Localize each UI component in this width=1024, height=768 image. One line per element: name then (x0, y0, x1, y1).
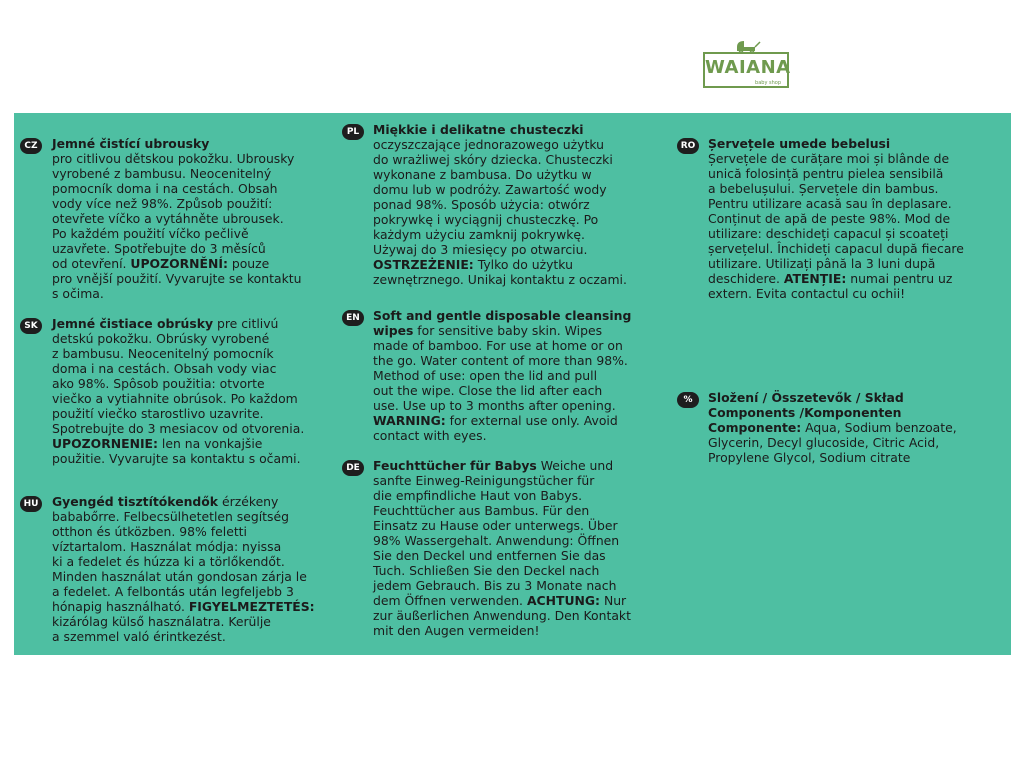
waiana-logo (703, 40, 791, 92)
block-text-pl (373, 122, 627, 287)
text-line (373, 413, 631, 428)
text-line (52, 241, 301, 256)
text-line (52, 554, 315, 569)
text-line (708, 450, 957, 465)
text-run: contact with eyes. (373, 428, 487, 443)
text-line (52, 151, 301, 166)
text-run: jedem Gebrauch. Bis zu 3 Monate nach (373, 578, 617, 593)
text-line (708, 405, 957, 420)
text-line (52, 211, 301, 226)
text-run: Tylko do użytku (473, 257, 573, 272)
text-line (373, 518, 631, 533)
language-badge-cz: CZ (20, 138, 42, 154)
bold-text-run: Components /Komponenten (708, 405, 902, 420)
text-run: șervețelul. Închideți capacul după fiecare (708, 241, 964, 256)
text-line (52, 451, 304, 466)
text-line (373, 383, 631, 398)
text-run: ponad 98%. Sposób użycia: otwórz (373, 197, 590, 212)
text-line (708, 420, 957, 435)
text-run: numai pentru uz (846, 271, 953, 286)
text-line (52, 599, 315, 614)
text-line (52, 629, 315, 644)
text-line (52, 391, 304, 406)
text-line (373, 593, 631, 608)
text-line (708, 181, 964, 196)
bold-text-run: wipes (373, 323, 414, 338)
text-run: Używaj do 3 miesięcy po otwarciu. (373, 242, 588, 257)
text-run: bababőrre. Felbecsülhetetlen segítség (52, 509, 289, 524)
language-badge-de: DE (342, 460, 364, 476)
text-line (708, 166, 964, 181)
text-run: otthon és útközben. 98% feletti (52, 524, 247, 539)
text-run: pre citlivú (213, 316, 279, 331)
text-line (373, 578, 631, 593)
text-line (373, 152, 627, 167)
text-run: Spotrebujte do 3 mesiacov od otvorenia. (52, 421, 305, 436)
text-run: utilizare. Utilizați până la 3 luni după (708, 256, 936, 271)
text-line (52, 539, 315, 554)
text-line (708, 390, 957, 405)
text-line (708, 241, 964, 256)
text-run: použitie. Vyvarujte sa kontaktu s očami. (52, 451, 301, 466)
bold-text-run: Jemné čistiace obrúsky (52, 316, 214, 331)
bold-text-run: Componente: (708, 420, 802, 435)
text-line (373, 503, 631, 518)
text-line (52, 436, 304, 451)
text-line (373, 272, 627, 287)
block-text-composition (708, 390, 957, 465)
text-run: pokrywkę i wyciągnij chusteczkę. Po (373, 212, 599, 227)
text-run: extern. Evita contactul cu ochii! (708, 286, 906, 301)
text-run: s očima. (52, 286, 104, 301)
text-run: pro citlivou dětskou pokožku. Ubrousky (52, 151, 295, 166)
text-run: a fedelet. A felbontás után legfeljebb 3 (52, 584, 294, 599)
block-text-sk (52, 316, 304, 466)
language-badge-ro: RO (677, 138, 699, 154)
text-line (373, 212, 627, 227)
text-run: utilizare: deschideți capacul și scoateți (708, 226, 949, 241)
text-line (52, 584, 315, 599)
text-run: víztartalom. Használat módja: nyissa (52, 539, 282, 554)
text-run: ki a fedelet és húzza ki a törlőkendőt. (52, 554, 285, 569)
text-run: use. Use up to 3 months after opening. (373, 398, 616, 413)
bold-text-run: Miękkie i delikatne chusteczki (373, 122, 584, 137)
text-run: pro vnější použití. Vyvarujte se kontaktu (52, 271, 302, 286)
text-line (373, 353, 631, 368)
text-run: hónapig használható. (52, 599, 189, 614)
text-line (373, 242, 627, 257)
text-run: Minden használat után gondosan zárja le (52, 569, 307, 584)
text-run: érzékeny (218, 494, 279, 509)
text-run: a szemmel való érintkezést. (52, 629, 226, 644)
text-run: Aqua, Sodium benzoate, (801, 420, 957, 435)
text-line (373, 548, 631, 563)
bold-text-run: OSTRZEŻENIE: (373, 257, 474, 272)
text-run: Propylene Glycol, Sodium citrate (708, 450, 911, 465)
text-line (52, 226, 301, 241)
block-text-cz (52, 136, 301, 301)
text-run: made of bamboo. For use at home or on (373, 338, 623, 353)
text-run: deschidere. (708, 271, 784, 286)
bold-text-run: ATENȚIE: (783, 271, 847, 286)
block-text-ro (708, 136, 964, 301)
text-run: Tuch. Schließen Sie den Deckel nach (373, 563, 600, 578)
text-run: vody více než 98%. Způsob použití: (52, 196, 273, 211)
text-run: zewnętrznego. Unikaj kontaktu z oczami. (373, 272, 627, 287)
block-hu (20, 494, 315, 644)
text-run: unică folosință pentru pielea sensibilă (708, 166, 944, 181)
info-panel (14, 113, 1011, 655)
text-line (373, 338, 631, 353)
block-sk (20, 316, 304, 466)
text-run: len na vonkajšie (157, 436, 263, 451)
text-run: Glycerin, Decyl glucoside, Citric Acid, (708, 435, 940, 450)
text-line (708, 136, 964, 151)
block-text-hu (52, 494, 315, 644)
text-line (373, 308, 631, 323)
block-en (342, 308, 631, 443)
text-line (373, 167, 627, 182)
text-line (373, 488, 631, 503)
bold-text-run: WARNING: (373, 413, 446, 428)
text-run: for external use only. Avoid (445, 413, 618, 428)
text-run: Feuchttücher aus Bambus. Für den (373, 503, 590, 518)
text-line (373, 623, 631, 638)
language-badge-pl: PL (342, 124, 364, 140)
bold-text-run: FIGYELMEZTETÉS: (188, 599, 315, 614)
text-run: the go. Water content of more than 98%. (373, 353, 628, 368)
text-run: do wrażliwej skóry dziecka. Chusteczki (373, 152, 613, 167)
bold-text-run: ACHTUNG: (526, 593, 600, 608)
text-run: Weiche und (536, 458, 614, 473)
text-run: każdym użyciu zamknij pokrywkę. (373, 227, 585, 242)
text-line (52, 181, 301, 196)
logo-name: WAIANA (705, 57, 791, 78)
text-line (52, 196, 301, 211)
text-run: pouze (227, 256, 270, 271)
percent-badge: % (677, 392, 699, 408)
text-line (708, 271, 964, 286)
text-line (373, 533, 631, 548)
text-line (52, 569, 315, 584)
text-line (52, 524, 315, 539)
text-run: mit den Augen vermeiden! (373, 623, 540, 638)
text-line (373, 257, 627, 272)
block-de (342, 458, 631, 638)
text-run: for sensitive baby skin. Wipes (413, 323, 603, 338)
text-run: Pentru utilizare acasă sau în deplasare. (708, 196, 952, 211)
bold-text-run: Gyengéd tisztítókendők (52, 494, 219, 509)
text-run: použití viečko starostlivo uzavrite. (52, 406, 264, 421)
text-line (52, 286, 301, 301)
text-line (52, 421, 304, 436)
text-run: 98% Wassergehalt. Anwendung: Öffnen (373, 533, 620, 548)
text-line (373, 398, 631, 413)
text-line (52, 256, 301, 271)
text-run: Șervețele de curățare moi și blânde de (708, 151, 950, 166)
text-run: Po každém použití víčko pečlivě (52, 226, 249, 241)
text-line (373, 368, 631, 383)
text-line (373, 227, 627, 242)
text-line (373, 608, 631, 623)
text-run: a bebelușului. Șervețele din bambus. (708, 181, 939, 196)
block-cz (20, 136, 301, 301)
text-run: uzavřete. Spotřebujte do 3 měsíců (52, 241, 266, 256)
logo-subtitle: baby shop (755, 80, 781, 86)
text-line (52, 361, 304, 376)
text-run: out the wipe. Close the lid after each (373, 383, 603, 398)
text-line (708, 256, 964, 271)
text-run: wykonane z bambusa. Do użytku w (373, 167, 592, 182)
text-line (373, 428, 631, 443)
bold-text-run: Soft and gentle disposable cleansing (373, 308, 632, 323)
text-run: otevřete víčko a vytáhněte ubrousek. (52, 211, 284, 226)
text-run: z bambusu. Neocenitelný pomocník (52, 346, 274, 361)
text-run: vyrobené z bambusu. Neocenitelný (52, 166, 272, 181)
block-pl (342, 122, 627, 287)
bold-text-run: UPOZORNENIE: (52, 436, 158, 451)
text-line (373, 458, 631, 473)
text-line (708, 226, 964, 241)
text-run: doma i na cestách. Obsah vody viac (52, 361, 277, 376)
text-run: detskú pokožku. Obrúsky vyrobené (52, 331, 270, 346)
text-line (373, 323, 631, 338)
text-line (52, 406, 304, 421)
text-run: oczyszczające jednorazowego użytku (373, 137, 604, 152)
block-ro (677, 136, 964, 301)
text-line (708, 286, 964, 301)
text-run: viečko a vytiahnite obrúsok. Po každom (52, 391, 298, 406)
text-line (52, 494, 315, 509)
bold-text-run: UPOZORNĚNÍ: (130, 256, 228, 271)
text-run: domu lub w podróży. Zawartość wody (373, 182, 607, 197)
block-text-en (373, 308, 631, 443)
text-run: Sie den Deckel und entfernen Sie das (373, 548, 606, 563)
logo-frame (703, 52, 789, 88)
text-line (373, 197, 627, 212)
text-line (373, 122, 627, 137)
bold-text-run: Jemné čistící ubrousky (52, 136, 210, 151)
text-run: pomocník doma i na cestách. Obsah (52, 181, 278, 196)
bold-text-run: Șervețele umede bebelusi (708, 136, 891, 151)
text-run: Method of use: open the lid and pull (373, 368, 598, 383)
text-line (373, 473, 631, 488)
text-line (52, 509, 315, 524)
text-line (373, 182, 627, 197)
text-line (708, 211, 964, 226)
text-line (52, 166, 301, 181)
text-run: Einsatz zu Hause oder unterwegs. Über (373, 518, 618, 533)
bold-text-run: Složení / Összetevők / Skład (708, 390, 904, 405)
text-run: zur äußerlichen Anwendung. Den Kontakt (373, 608, 631, 623)
text-line (52, 331, 304, 346)
text-line (708, 196, 964, 211)
text-line (52, 316, 304, 331)
text-line (52, 376, 304, 391)
bold-text-run: Feuchttücher für Babys (373, 458, 537, 473)
text-line (708, 151, 964, 166)
text-line (373, 563, 631, 578)
text-run: kizárólag külső használatra. Kerülje (52, 614, 271, 629)
text-line (52, 346, 304, 361)
text-line (52, 271, 301, 286)
language-badge-sk: SK (20, 318, 42, 334)
text-run: ako 98%. Spôsob použitia: otvorte (52, 376, 265, 391)
text-run: od otevření. (52, 256, 131, 271)
text-line (708, 435, 957, 450)
text-run: dem Öffnen verwenden. (373, 593, 527, 608)
text-line (373, 137, 627, 152)
block-text-de (373, 458, 631, 638)
text-run: die empfindliche Haut von Babys. (373, 488, 583, 503)
language-badge-en: EN (342, 310, 364, 326)
text-line (52, 136, 301, 151)
text-run: sanfte Einweg-Reinigungstücher für (373, 473, 595, 488)
text-run: Conținut de apă de peste 98%. Mod de (708, 211, 951, 226)
text-line (52, 614, 315, 629)
language-badge-hu: HU (20, 496, 42, 512)
text-run: Nur (600, 593, 627, 608)
block-composition (677, 390, 957, 465)
